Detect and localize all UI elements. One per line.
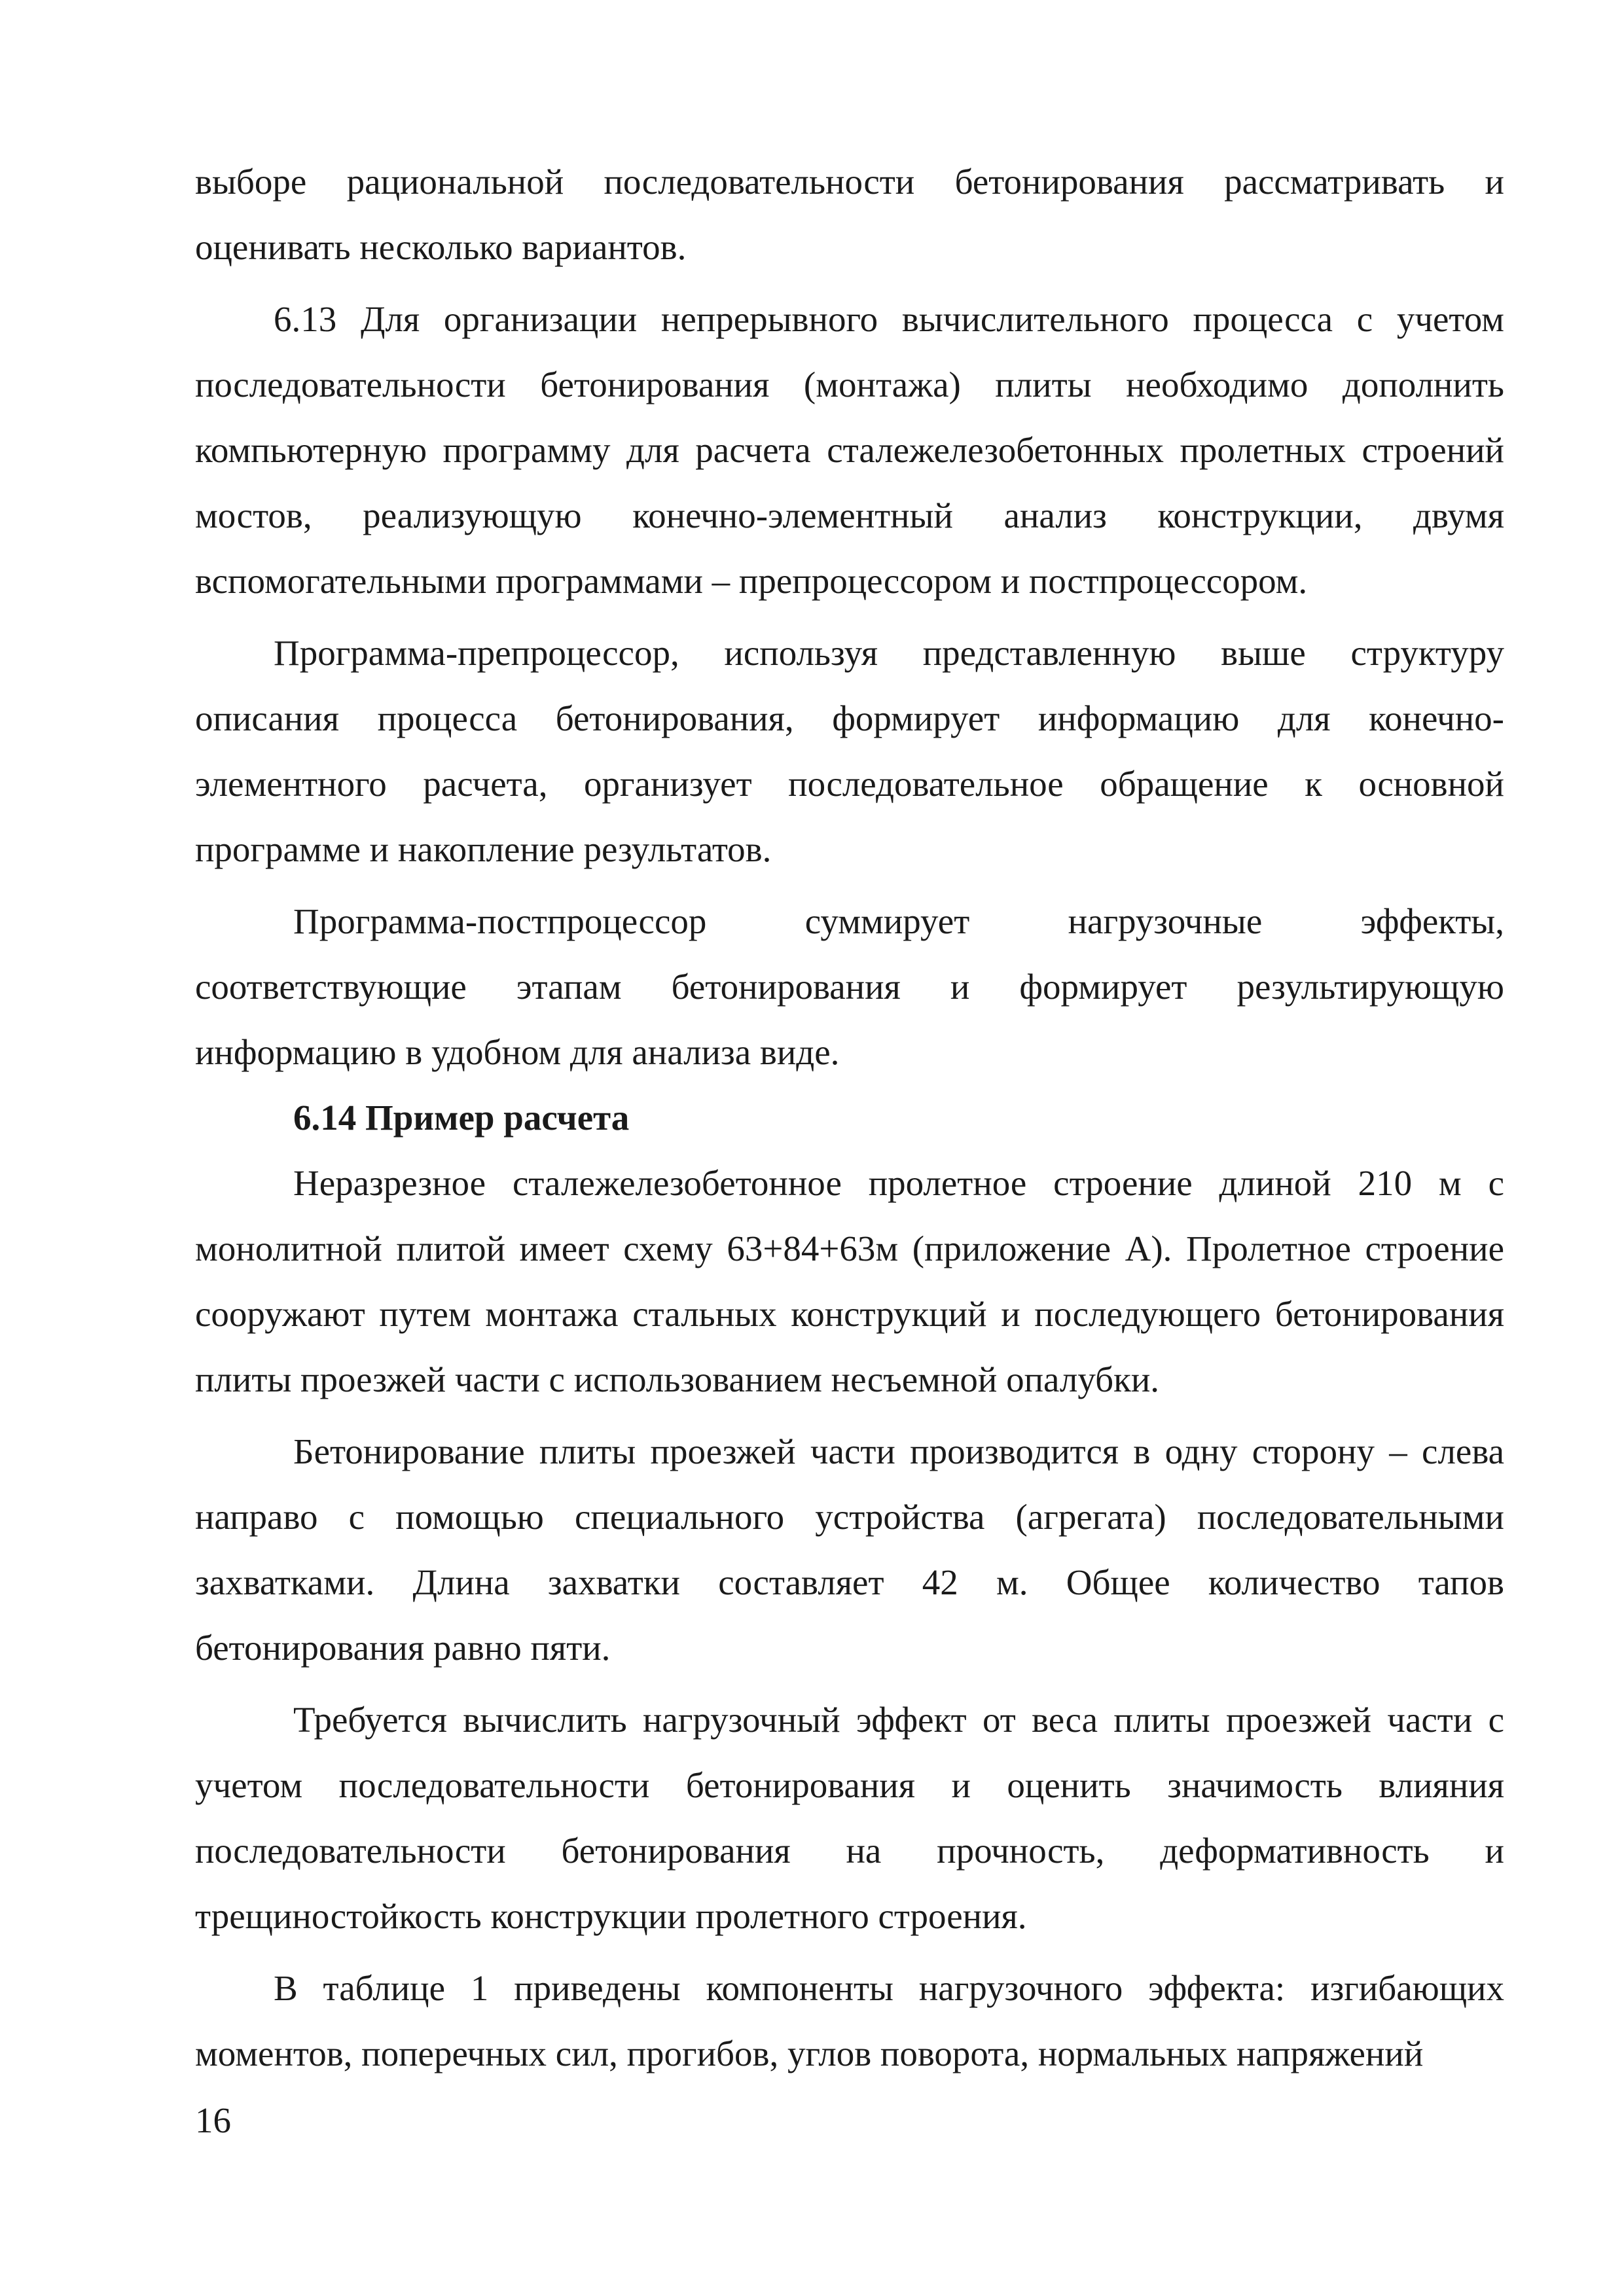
paragraph-6-13: 6.13 Для организации непрерывного вычислительного процесса с учетом последовательности бетонирования (монтажа) плиты необходимо дополнить компьютерную программу для расчета сталежелезобетонных пролетных строений мостов, реализующую конечно-элементный анализ конструкции, двумя вспомогательными программами – препроцессором и постпроцессором. xyxy=(195,299,1504,601)
paragraph-concreting-process: Бетонирование плиты проезжей части производится в одну сторону – слева направо с помощью специального устройства (агрегата) последовательными захватками. Длина захватки составляет 42 м. Общее количество тапов бетонирования равно пяти. xyxy=(195,1431,1504,1668)
document-page xyxy=(195,149,1504,2087)
paragraph-preprocessor: Программа-препроцессор, используя представленную выше структуру описания процесса бетонирования, формирует информацию для конечно-элементного расчета, организует последовательное обращение к основной программе и накопление результатов. xyxy=(195,633,1504,869)
page-number: 16 xyxy=(195,2100,231,2140)
paragraph-bridge-description: Неразрезное сталежелезобетонное пролетное строение длиной 210 м с монолитной плитой имеет схему 63+84+63м (приложение А). Пролетное строение сооружают путем монтажа стальных конструкций и последующего бетонирования плиты проезжей части с использованием несъемной опалубки. xyxy=(195,1163,1504,1399)
paragraph-table-reference: В таблице 1 приведены компоненты нагрузочного эффекта: изгибающих моментов, поперечных сил, прогибов, углов поворота, нормальных напряжений xyxy=(195,1968,1504,2073)
paragraph-continuation: выборе рациональной последовательности бетонирования рассматривать и оценивать несколько вариантов. xyxy=(195,162,1504,267)
paragraph-task: Требуется вычислить нагрузочный эффект от веса плиты проезжей части с учетом последовательности бетонирования и оценить значимость влияния последовательности бетонирования на прочность, деформативность и трещиностойкость конструкции пролетного строения. xyxy=(195,1700,1504,1936)
section-heading: 6.14 Пример расчета xyxy=(293,1098,630,1138)
paragraph-postprocessor: Программа-постпроцессор суммирует нагрузочные эффекты, соответствующие этапам бетонирования и формирует результирующую информацию в удобном для анализа виде. xyxy=(195,901,1504,1072)
